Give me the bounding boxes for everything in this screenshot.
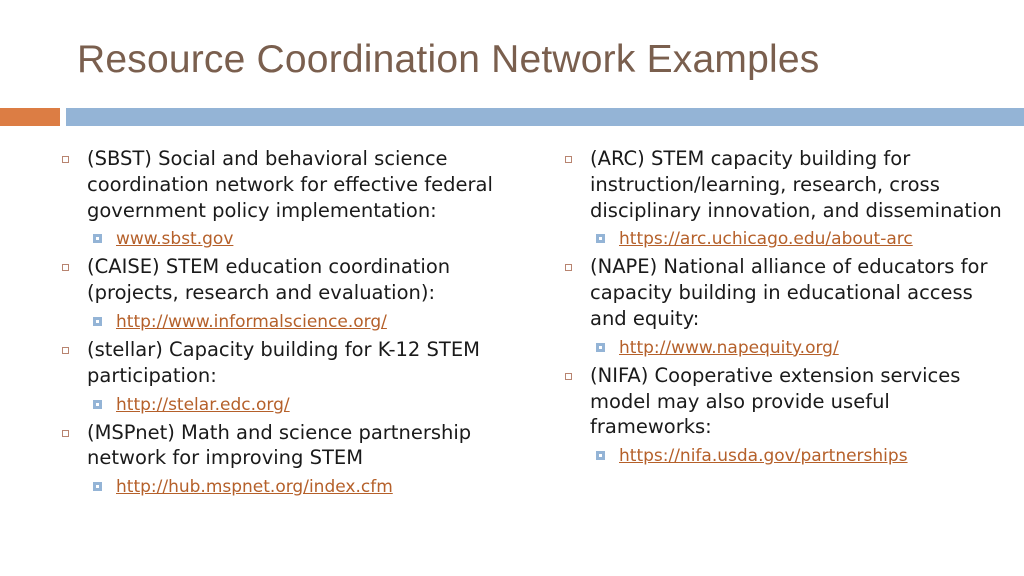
resource-link[interactable]: https://arc.uchicago.edu/about-arc (619, 229, 913, 250)
list-item (563, 363, 1003, 440)
item-text: (stellar) Capacity building for K-12 STEM participation: (87, 337, 480, 387)
resource-link[interactable]: https://nifa.usda.gov/partnerships (619, 446, 908, 467)
sub-bullet-icon (596, 234, 605, 243)
sub-item (60, 476, 515, 498)
right-column (563, 146, 1003, 471)
sub-item (60, 394, 515, 416)
sub-item (563, 228, 1003, 250)
resource-link[interactable]: http://hub.mspnet.org/index.cfm (116, 477, 393, 498)
resource-link[interactable]: www.sbst.gov (116, 229, 234, 250)
slide-title: Resource Coordination Network Examples (77, 38, 820, 81)
item-text: (ARC) STEM capacity building for instruction/learning, research, cross disciplinary innovation, and dissemination (590, 147, 1002, 222)
resource-link[interactable]: http://stelar.edc.org/ (116, 394, 290, 415)
item-text: (NAPE) National alliance of educators for capacity building in educational access and equity: (590, 255, 988, 330)
item-text: (CAISE) STEM education coordination (projects, research and evaluation): (87, 255, 451, 305)
list-item (60, 420, 515, 472)
resource-link[interactable]: http://www.napequity.org/ (619, 337, 839, 358)
sub-item (60, 311, 515, 333)
sub-bullet-icon (93, 482, 102, 491)
square-bullet-icon (62, 430, 69, 437)
sub-bullet-icon (93, 234, 102, 243)
sub-bullet-icon (596, 343, 605, 352)
square-bullet-icon (565, 264, 572, 271)
sub-item (563, 445, 1003, 467)
square-bullet-icon (565, 373, 572, 380)
square-bullet-icon (62, 156, 69, 163)
accent-bar-orange (0, 108, 60, 126)
sub-bullet-icon (596, 451, 605, 460)
list-item (60, 254, 515, 306)
list-item (563, 254, 1003, 331)
square-bullet-icon (62, 264, 69, 271)
sub-item (60, 228, 515, 250)
square-bullet-icon (62, 347, 69, 354)
square-bullet-icon (565, 156, 572, 163)
item-text: (NIFA) Cooperative extension services model may also provide useful frameworks: (590, 363, 961, 439)
sub-bullet-icon (93, 400, 102, 409)
sub-item (563, 337, 1003, 359)
accent-bar-blue (66, 108, 1024, 126)
sub-bullet-icon (93, 317, 102, 326)
list-item (60, 146, 515, 223)
list-item (60, 337, 515, 389)
resource-link[interactable]: http://www.informalscience.org/ (116, 311, 387, 332)
item-text: (MSPnet) Math and science partnership network for improving STEM (87, 420, 472, 470)
list-item (563, 146, 1003, 223)
left-column (60, 146, 515, 502)
item-text: (SBST) Social and behavioral science coordination network for effective federal government policy implementation: (87, 147, 493, 222)
